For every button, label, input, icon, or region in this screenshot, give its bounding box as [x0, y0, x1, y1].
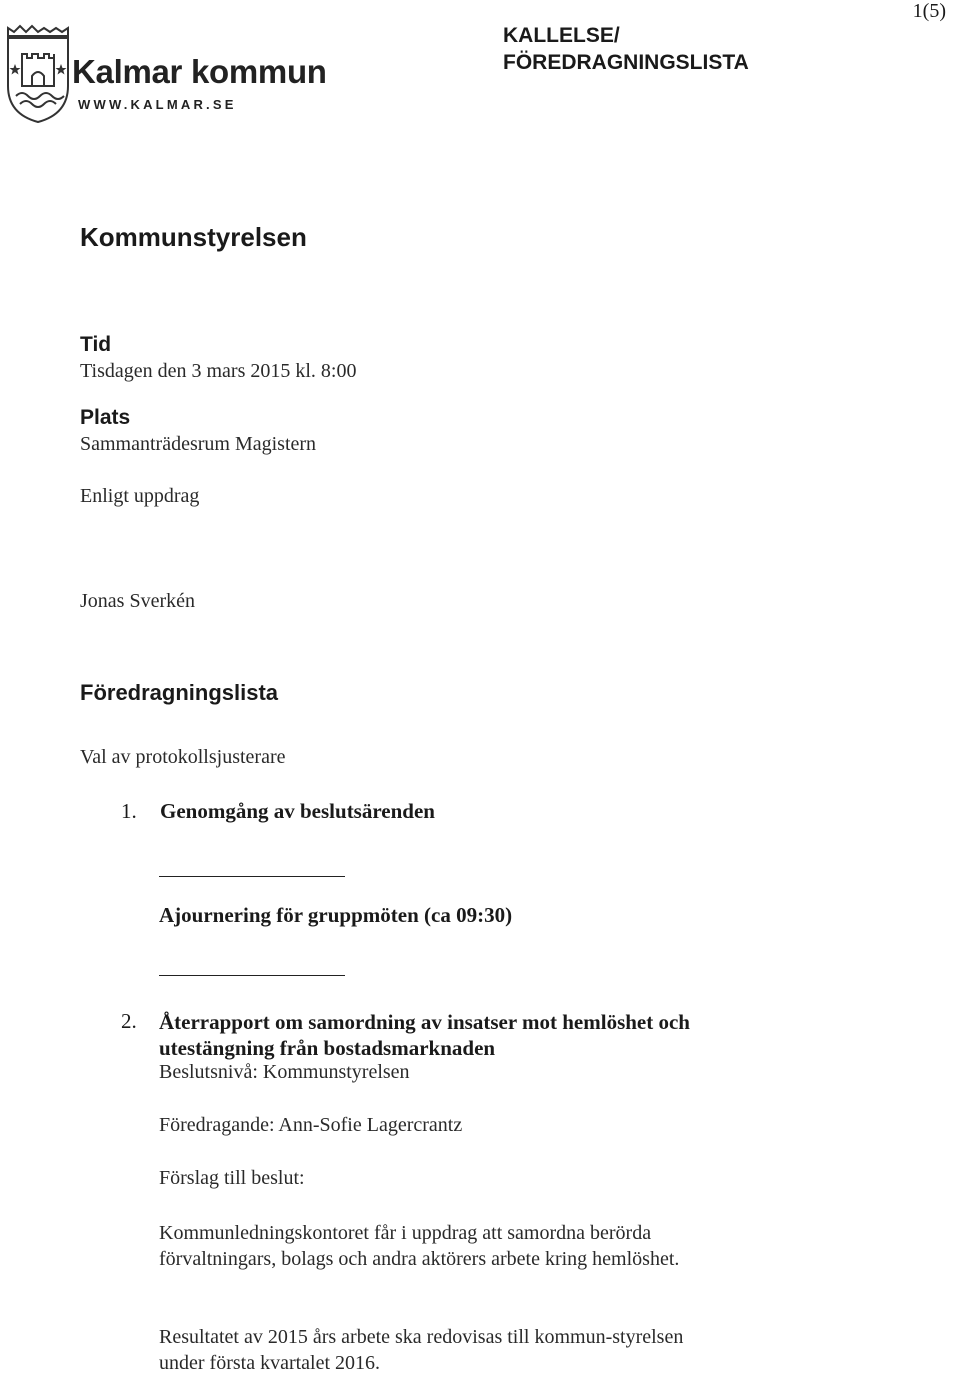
separator-line — [159, 876, 345, 877]
agenda-item-2-result-text: Resultatet av 2015 års arbete ska redovisas till kommun-styrelsen under första kvartalet 2016. — [159, 1326, 684, 1374]
agenda-item-2-proposal-label: Förslag till beslut: — [159, 1167, 305, 1189]
adjuster-item: Val av protokollsjusterare — [80, 746, 286, 768]
time-value: Tisdagen den 3 mars 2015 kl. 8:00 — [80, 360, 357, 382]
assignment-note: Enligt uppdrag — [80, 485, 200, 507]
agenda-item-2-proposal-text: Kommunledningskontoret får i uppdrag att samordna berörda förvaltningars, bolags och andra aktörers arbete kring hemlöshet. — [159, 1222, 680, 1270]
agenda-heading: Föredragningslista — [80, 680, 279, 705]
agenda-item-2-presenter: Föredragande: Ann-Sofie Lagercrantz — [159, 1114, 463, 1136]
document-type-line-1: KALLELSE/ — [503, 24, 620, 47]
signatory-name: Jonas Sverkén — [80, 590, 195, 612]
document-type — [503, 22, 833, 76]
agenda-item-2-title: Återrapport om samordning av insatser mot hemlöshet och utestängning från bostadsmarknaden — [159, 1010, 690, 1060]
adjournment-note: Ajournering för gruppmöten (ca 09:30) — [159, 903, 513, 927]
time-label: Tid — [80, 333, 112, 356]
place-value: Sammanträdesrum Magistern — [80, 433, 317, 455]
agenda-item-2-number: 2. — [121, 1009, 137, 1033]
agenda-item-1-title: Genomgång av beslutsärenden — [160, 799, 435, 823]
agenda-item-2-decision-level: Beslutsnivå: Kommunstyrelsen — [159, 1061, 410, 1083]
agenda-item-1-number: 1. — [121, 799, 137, 823]
logo-url: WWW.KALMAR.SE — [78, 97, 237, 112]
logo-wordmark: Kalmar kommun — [72, 53, 327, 90]
place-label: Plats — [80, 406, 131, 429]
separator-line — [159, 975, 345, 976]
page-number: 1(5) — [912, 0, 946, 22]
committee-title: Kommunstyrelsen — [80, 222, 307, 252]
document-type-line-2: FÖREDRAGNINGSLISTA — [503, 51, 749, 74]
